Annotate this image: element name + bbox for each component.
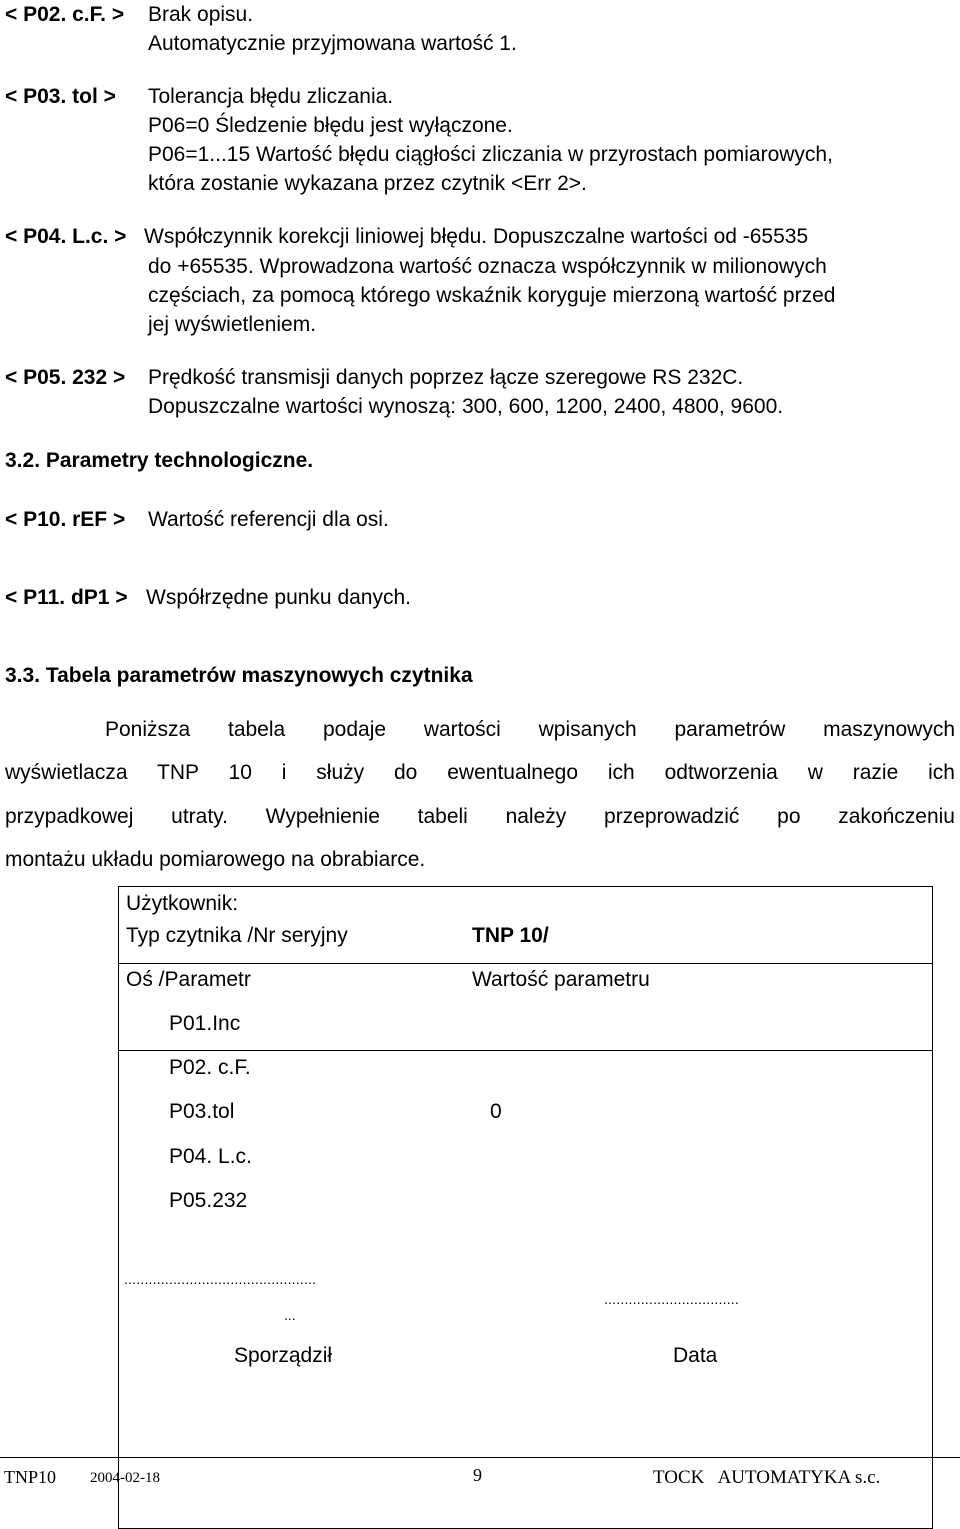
date-label: Data — [673, 1344, 718, 1367]
table-row-param: P01.Inc — [169, 1012, 241, 1035]
footer-doc: TNP10 — [4, 1467, 57, 1487]
footer-rule — [0, 1457, 960, 1458]
param-desc: jej wyświetleniem. — [148, 313, 317, 336]
user-label: Użytkownik: — [126, 892, 239, 915]
reader-type-label: Typ czytnika /Nr seryjny — [126, 924, 348, 947]
param-desc: Automatycznie przyjmowana wartość 1. — [148, 32, 517, 55]
section-heading: 3.2. Parametry technologiczne. — [5, 449, 314, 472]
param-code-p05: < P05. 232 > — [5, 366, 126, 389]
table-row-param: P04. L.c. — [169, 1145, 252, 1168]
table-row-value: 0 — [490, 1100, 502, 1123]
prepared-by-label: Sporządził — [234, 1344, 333, 1367]
param-desc: P06=0 Śledzenie błędu jest wyłączone. — [148, 114, 513, 137]
col-header-param: Oś /Parametr — [126, 968, 251, 991]
page-number: 9 — [473, 1465, 482, 1485]
table-row-param: P02. c.F. — [169, 1056, 251, 1079]
param-desc: która zostanie wykazana przez czytnik <Err 2>. — [148, 172, 587, 195]
paragraph-line: Poniższa tabela podaje wartości wpisanych parametrów maszynowych — [105, 718, 955, 741]
paragraph-line: montażu układu pomiarowego na obrabiarce. — [5, 848, 426, 871]
param-desc: Współrzędne punku danych. — [146, 586, 411, 609]
footer-date: 2004-02-18 — [90, 1470, 160, 1486]
signature-dots-right: ................................. — [604, 1291, 739, 1307]
reader-type-value: TNP 10/ — [472, 924, 549, 947]
table-row-param: P03.tol — [169, 1100, 235, 1123]
param-desc: Współczynnik korekcji liniowej błędu. Dopuszczalne wartości od -65535 — [144, 225, 809, 248]
signature-dots-left-cont: ... — [284, 1307, 296, 1323]
param-code-p04: < P04. L.c. > — [5, 225, 127, 248]
param-code-p03: < P03. tol > — [5, 85, 116, 108]
paragraph-line: przypadkowej utraty. Wypełnienie tabeli należy przeprowadzić po zakończeniu — [5, 805, 955, 828]
param-desc: do +65535. Wprowadzona wartość oznacza współczynnik w milionowych — [148, 255, 827, 278]
param-code-p11: < P11. dP1 > — [5, 586, 128, 609]
param-desc: Wartość referencji dla osi. — [148, 508, 389, 531]
table-divider — [118, 963, 933, 964]
table-row-param: P05.232 — [169, 1189, 248, 1212]
param-desc: Dopuszczalne wartości wynoszą: 300, 600, 1200, 2400, 4800, 9600. — [148, 395, 784, 418]
signature-dots-left: ............................................... — [124, 1271, 317, 1287]
footer-company: TOCK AUTOMATYKA s.c. — [653, 1467, 881, 1488]
param-code-p10: < P10. rEF > — [5, 508, 126, 531]
table-divider — [118, 1050, 933, 1051]
paragraph-line: wyświetlacza TNP 10 i służy do ewentualnego ich odtworzenia w razie ich — [5, 761, 955, 784]
param-code-p02: < P02. c.F. > — [5, 3, 125, 26]
param-desc: Tolerancja błędu zliczania. — [148, 85, 394, 108]
section-heading: 3.3. Tabela parametrów maszynowych czytnika — [5, 664, 473, 687]
param-desc: częściach, za pomocą którego wskaźnik koryguje mierzoną wartość przed — [148, 284, 836, 307]
col-header-value: Wartość parametru — [472, 968, 650, 991]
param-desc: Brak opisu. — [148, 3, 254, 26]
param-desc: P06=1...15 Wartość błędu ciągłości zliczania w przyrostach pomiarowych, — [148, 143, 833, 166]
param-desc: Prędkość transmisji danych poprzez łącze szeregowe RS 232C. — [148, 366, 744, 389]
